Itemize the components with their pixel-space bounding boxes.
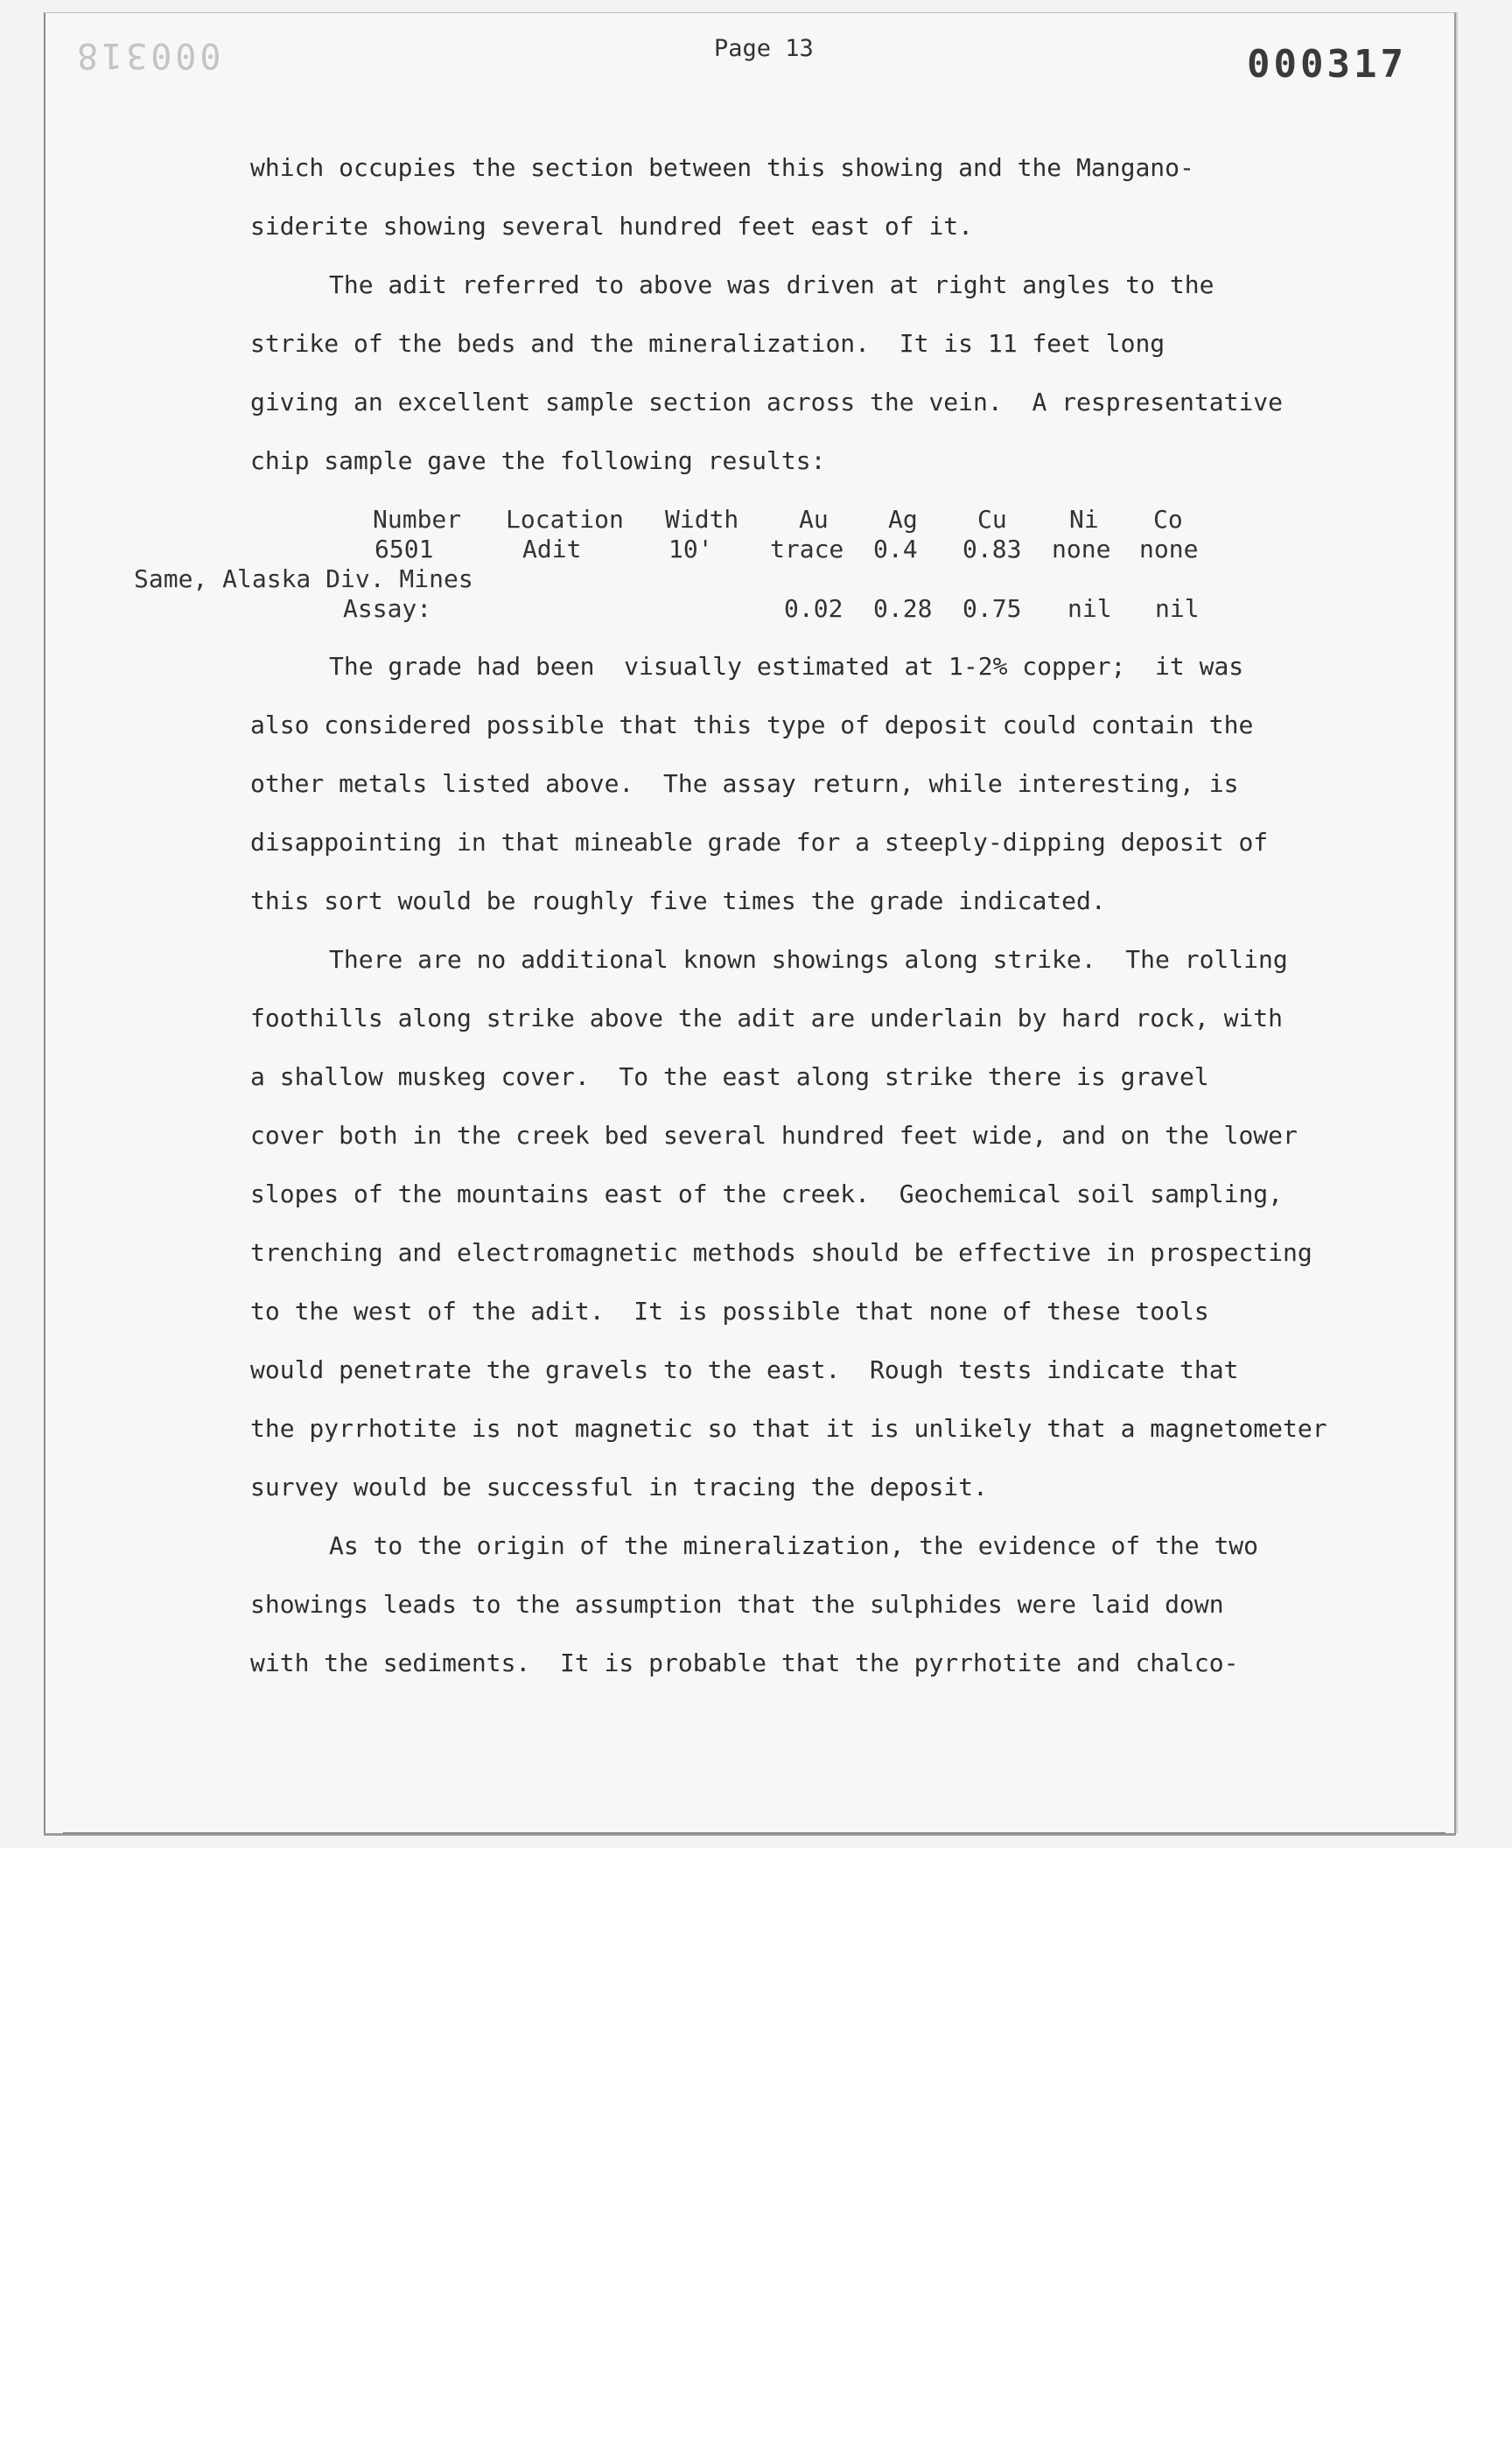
text-line: also considered possible that this type of deposit could contain the xyxy=(250,710,1254,739)
table-header-number: Number xyxy=(373,505,462,534)
assay-cell-ni: nil xyxy=(1068,594,1112,623)
table-header-location: Location xyxy=(506,505,624,534)
assay-source-label: Same, Alaska Div. Mines xyxy=(134,564,473,593)
table-header-co: Co xyxy=(1153,505,1183,534)
text-line: giving an excellent sample section across the vein. A respresentative xyxy=(250,388,1284,416)
text-line: other metals listed above. The assay return, while interesting, is xyxy=(250,769,1239,798)
table-cell-ag: 0.4 xyxy=(873,535,918,564)
text-line: As to the origin of the mineralization, the evidence of the two xyxy=(329,1531,1259,1560)
text-line: disappointing in that mineable grade for a steeply-dipping deposit of xyxy=(250,828,1269,857)
assay-cell-ag: 0.28 xyxy=(873,594,933,623)
assay-cell-co: nil xyxy=(1155,594,1200,623)
page-number: Page 13 xyxy=(714,35,814,62)
mirrored-page-stamp: 000318 xyxy=(74,35,221,75)
text-line: The grade had been visually estimated at 1-2% copper; it was xyxy=(329,652,1244,681)
text-line: trenching and electromagnetic methods should be effective in prospecting xyxy=(250,1238,1312,1267)
document-id-stamp: 000317 xyxy=(1247,42,1407,87)
table-header-ag: Ag xyxy=(888,505,918,534)
text-line: to the west of the adit. It is possible that none of these tools xyxy=(250,1297,1209,1326)
text-line: strike of the beds and the mineralization. It is 11 feet long xyxy=(250,329,1166,358)
page-bottom-edge xyxy=(63,1832,1446,1834)
table-cell-cu: 0.83 xyxy=(962,535,1022,564)
text-line: showings leads to the assumption that the sulphides were laid down xyxy=(250,1590,1224,1619)
text-line: There are no additional known showings along strike. The rolling xyxy=(329,945,1288,974)
text-line: siderite showing several hundred feet east of it. xyxy=(250,212,974,241)
table-cell-location: Adit xyxy=(522,535,582,564)
table-header-ni: Ni xyxy=(1069,505,1099,534)
text-line: survey would be successful in tracing the deposit. xyxy=(250,1473,988,1502)
text-line: the pyrrhotite is not magnetic so that it is unlikely that a magnetometer xyxy=(250,1414,1327,1443)
text-line: which occupies the section between this showing and the Mangano- xyxy=(250,153,1194,182)
table-header-width: Width xyxy=(665,505,739,534)
text-line: foothills along strike above the adit are underlain by hard rock, with xyxy=(250,1004,1284,1032)
table-cell-co: none xyxy=(1139,535,1199,564)
text-line: with the sediments. It is probable that the pyrrhotite and chalco- xyxy=(250,1648,1239,1677)
text-line: cover both in the creek bed several hundred feet wide, and on the lower xyxy=(250,1121,1298,1150)
text-line: this sort would be roughly five times the grade indicated. xyxy=(250,886,1106,915)
assay-label: Assay: xyxy=(343,594,432,623)
assay-cell-cu: 0.75 xyxy=(962,594,1022,623)
text-line: a shallow muskeg cover. To the east along strike there is gravel xyxy=(250,1062,1209,1091)
table-header-au: Au xyxy=(799,505,829,534)
text-line: slopes of the mountains east of the creek. Geochemical soil sampling, xyxy=(250,1180,1284,1208)
assay-cell-au: 0.02 xyxy=(784,594,844,623)
table-cell-width: 10' xyxy=(668,535,713,564)
table-header-cu: Cu xyxy=(977,505,1007,534)
text-line: chip sample gave the following results: xyxy=(250,446,826,475)
table-cell-au: trace xyxy=(770,535,844,564)
table-cell-ni: none xyxy=(1052,535,1111,564)
text-line: The adit referred to above was driven at right angles to the xyxy=(329,270,1214,299)
text-line: would penetrate the gravels to the east. Rough tests indicate that xyxy=(250,1355,1239,1384)
table-cell-number: 6501 xyxy=(374,535,434,564)
